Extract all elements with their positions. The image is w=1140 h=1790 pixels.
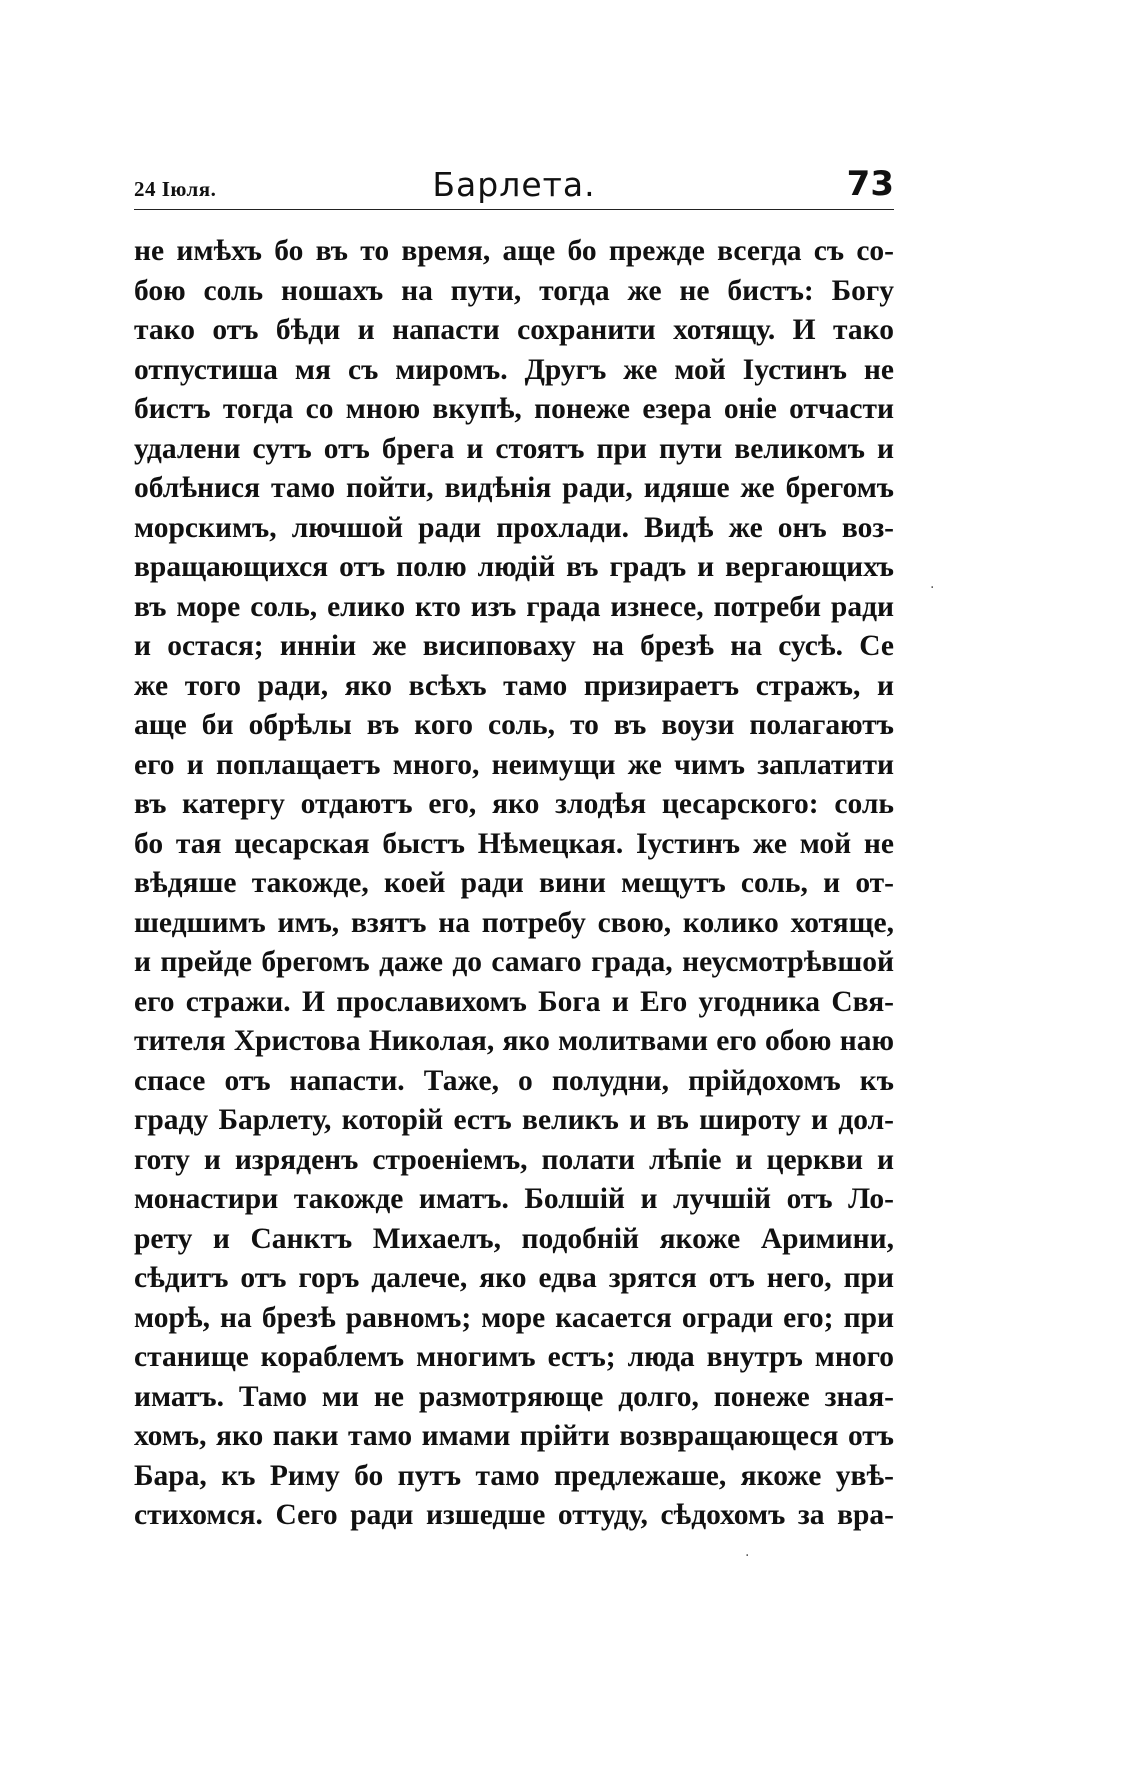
text-line: сѣдитъ отъ горъ далече, яко едва зрятся отъ него, при bbox=[134, 1262, 894, 1294]
text-line: граду Барлету, которій естъ великъ и въ широту и дол- bbox=[134, 1104, 894, 1136]
text-line: тителя Христова Николая, яко молитвами его обою наю bbox=[134, 1025, 894, 1057]
text-line: станище кораблемъ многимъ естъ; люда внутръ много bbox=[134, 1341, 894, 1373]
text-line: и прейде брегомъ даже до самаго града, неусмотрѣвшой bbox=[134, 946, 894, 978]
text-line: морскимъ, лючшой ради прохлади. Видѣ же онъ воз- bbox=[134, 511, 894, 544]
text-line: въ море соль, елико кто изъ града изнесе, потреби ради bbox=[134, 590, 894, 623]
header-date: 24 Іюля. bbox=[134, 177, 217, 201]
page-number: 73 bbox=[846, 164, 894, 204]
text-line: и остася; инніи же висиповаху на брезѣ на сусѣ. Се bbox=[134, 630, 894, 662]
header-title: Барлета. bbox=[432, 165, 596, 204]
text-line: стихомся. Сего ради изшедше оттуду, сѣдохомъ за вра- bbox=[134, 1499, 894, 1531]
text-line: отпустиша мя съ миромъ. Другъ же мой Іустинъ не bbox=[134, 353, 894, 386]
text-line: въ катергу отдаютъ его, яко злодѣя цесарского: соль bbox=[134, 788, 894, 820]
text-line: монастири такожде иматъ. Болшій и лучшій отъ Ло- bbox=[134, 1183, 894, 1215]
text-line: не имѣхъ бо въ то время, аще бо прежде всегда съ со- bbox=[134, 235, 894, 267]
body-text bbox=[134, 232, 894, 1536]
header-rule bbox=[134, 209, 894, 210]
text-line: бою соль ношахъ на пути, тогда же не бистъ: Богу bbox=[134, 274, 894, 307]
text-line: рету и Санктъ Михаелъ, подобній якоже Аримини, bbox=[134, 1222, 894, 1255]
text-line: удалени сутъ отъ брега и стоятъ при пути великомъ и bbox=[134, 432, 894, 465]
text-line: готу и изряденъ строеніемъ, полати лѣпіе и церкви и bbox=[134, 1143, 894, 1176]
margin-speck: · bbox=[745, 1548, 750, 1564]
text-line: шедшимъ имъ, взятъ на потребу свою, колико хотяще, bbox=[134, 906, 894, 939]
text-line: бо тая цесарская быстъ Нѣмецкая. Іустинъ же мой не bbox=[134, 827, 894, 860]
text-line: спасе отъ напасти. Таже, о полудни, прійдохомъ къ bbox=[134, 1064, 894, 1097]
margin-speck: · bbox=[930, 580, 935, 596]
text-line: облѣнися тамо пойти, видѣнія ради, идяше же брегомъ bbox=[134, 472, 894, 504]
text-line: тако отъ бѣди и напасти сохранити хотящу. И тако bbox=[134, 314, 894, 346]
text-line: же того ради, яко всѣхъ тамо призираетъ стражъ, и bbox=[134, 669, 894, 702]
text-line: его и поплащаетъ много, неимущи же чимъ заплатити bbox=[134, 748, 894, 781]
text-line: иматъ. Тамо ми не размотряюще долго, понеже зная- bbox=[134, 1380, 894, 1413]
text-line: аще би обрѣлы въ кого соль, то въ воузи полагаютъ bbox=[134, 709, 894, 741]
text-line: морѣ, на брезѣ равномъ; море касается огради его; при bbox=[134, 1301, 894, 1334]
running-header bbox=[134, 158, 894, 208]
text-line: вѣдяше такожде, коей ради вини мещутъ соль, и от- bbox=[134, 867, 894, 899]
text-line: хомъ, яко паки тамо имами прійти возвращающеся отъ bbox=[134, 1420, 894, 1452]
text-line: бистъ тогда со мною вкупѣ, понеже езера оніе отчасти bbox=[134, 393, 894, 425]
text-line: вращающихся отъ полю людій въ градъ и вергающихъ bbox=[134, 551, 894, 583]
text-line: его стражи. И прославихомъ Бога и Его угодника Свя- bbox=[134, 985, 894, 1018]
text-line: Бара, къ Риму бо путъ тамо предлежаше, якоже увѣ- bbox=[134, 1459, 894, 1492]
